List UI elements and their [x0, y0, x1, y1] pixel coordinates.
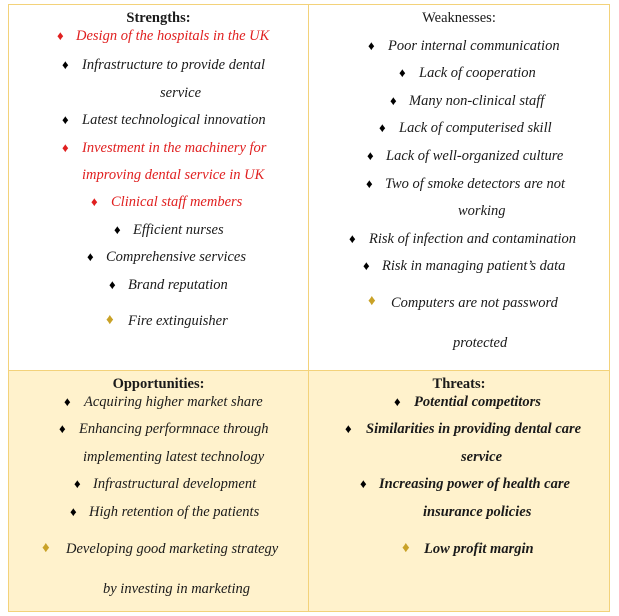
- strength-item: Latest technological innovation: [82, 112, 266, 128]
- strength-item: Infrastructure to provide dental: [82, 57, 265, 73]
- diamond-bullet-icon: ♦: [367, 148, 374, 163]
- weakness-item: Lack of cooperation: [419, 65, 536, 81]
- weaknesses-heading: Weaknesses:: [422, 10, 496, 26]
- opportunities-heading: Opportunities:: [112, 376, 205, 392]
- threat-item: Low profit margin: [424, 541, 534, 557]
- weakness-item: Lack of well-organized culture: [386, 148, 564, 164]
- weakness-item-continued: working: [458, 203, 506, 219]
- threats-heading: Threats:: [432, 376, 486, 392]
- weakness-item: Lack of computerised skill: [399, 120, 552, 136]
- threat-item-continued: service: [461, 449, 503, 465]
- opportunities-cell: [9, 371, 309, 611]
- diamond-bullet-icon: ♦: [390, 93, 397, 108]
- threats-cell: [309, 371, 609, 611]
- strength-item: Efficient nurses: [133, 222, 224, 238]
- opportunity-item: Infrastructural development: [93, 476, 257, 492]
- diamond-bullet-icon: ♦: [360, 476, 367, 491]
- weakness-item: Two of smoke detectors are not: [385, 176, 566, 192]
- opportunity-item-continued: implementing latest technology: [83, 449, 265, 465]
- strengths-cell: [9, 5, 309, 371]
- weakness-item-continued: protected: [453, 335, 508, 351]
- strength-item: Comprehensive services: [106, 249, 246, 265]
- diamond-bullet-icon: ♦: [91, 194, 98, 209]
- diamond-bullet-icon: ♦: [109, 277, 116, 292]
- weaknesses-cell: [309, 5, 609, 371]
- weakness-item: Many non-clinical staff: [409, 93, 545, 109]
- diamond-bullet-icon: ♦: [349, 231, 356, 246]
- diamond-bullet-icon: ♦: [363, 258, 370, 273]
- strength-item: Brand reputation: [128, 277, 228, 293]
- weakness-item: Risk in managing patient’s data: [382, 258, 566, 274]
- strength-item-continued: service: [160, 85, 202, 101]
- strength-item: Clinical staff members: [111, 194, 243, 210]
- diamond-bullet-icon: ♦: [114, 222, 121, 237]
- misspelled-word: performnace: [145, 421, 220, 437]
- diamond-bullet-icon: ♦: [106, 312, 114, 328]
- opportunity-item: Acquiring higher market share: [84, 394, 263, 410]
- opportunity-item: Developing good marketing strategy: [66, 541, 279, 557]
- opportunity-item: High retention of the patients: [89, 504, 260, 520]
- weakness-item: Poor internal communication: [388, 38, 560, 54]
- diamond-bullet-icon: ♦: [366, 176, 373, 191]
- diamond-bullet-icon: ♦: [64, 394, 71, 409]
- diamond-bullet-icon: ♦: [59, 421, 66, 436]
- threat-item: Increasing power of health care: [379, 476, 570, 492]
- threat-item: Similarities in providing dental care: [366, 421, 582, 437]
- diamond-bullet-icon: ♦: [57, 28, 64, 43]
- diamond-bullet-icon: ♦: [74, 476, 81, 491]
- weakness-item: Computers are not password: [391, 295, 558, 311]
- diamond-bullet-icon: ♦: [399, 65, 406, 80]
- strength-item: Fire extinguisher: [128, 313, 228, 329]
- opportunity-item-continued: by investing in marketing: [103, 581, 250, 597]
- swot-table: [8, 4, 610, 612]
- diamond-bullet-icon: ♦: [379, 120, 386, 135]
- strengths-heading: Strengths:: [126, 10, 191, 26]
- diamond-bullet-icon: ♦: [368, 38, 375, 53]
- strength-item-continued: improving dental service in UK: [82, 167, 265, 183]
- strength-item: Investment in the machinery for: [82, 140, 267, 156]
- diamond-bullet-icon: ♦: [368, 293, 376, 309]
- weakness-item: Risk of infection and contamination: [369, 231, 577, 247]
- diamond-bullet-icon: ♦: [394, 394, 401, 409]
- diamond-bullet-icon: ♦: [345, 421, 352, 436]
- diamond-bullet-icon: ♦: [70, 504, 77, 519]
- diamond-bullet-icon: ♦: [42, 540, 50, 556]
- diamond-bullet-icon: ♦: [87, 249, 94, 264]
- diamond-bullet-icon: ♦: [62, 140, 69, 155]
- diamond-bullet-icon: ♦: [402, 540, 410, 556]
- strength-item: Design of the hospitals in the UK: [76, 28, 270, 44]
- diamond-bullet-icon: ♦: [62, 57, 69, 72]
- threat-item-continued: insurance policies: [423, 504, 532, 520]
- opportunity-item: Enhancing performnace through: [79, 421, 269, 437]
- threat-item: Potential competitors: [414, 394, 541, 410]
- diamond-bullet-icon: ♦: [62, 112, 69, 127]
